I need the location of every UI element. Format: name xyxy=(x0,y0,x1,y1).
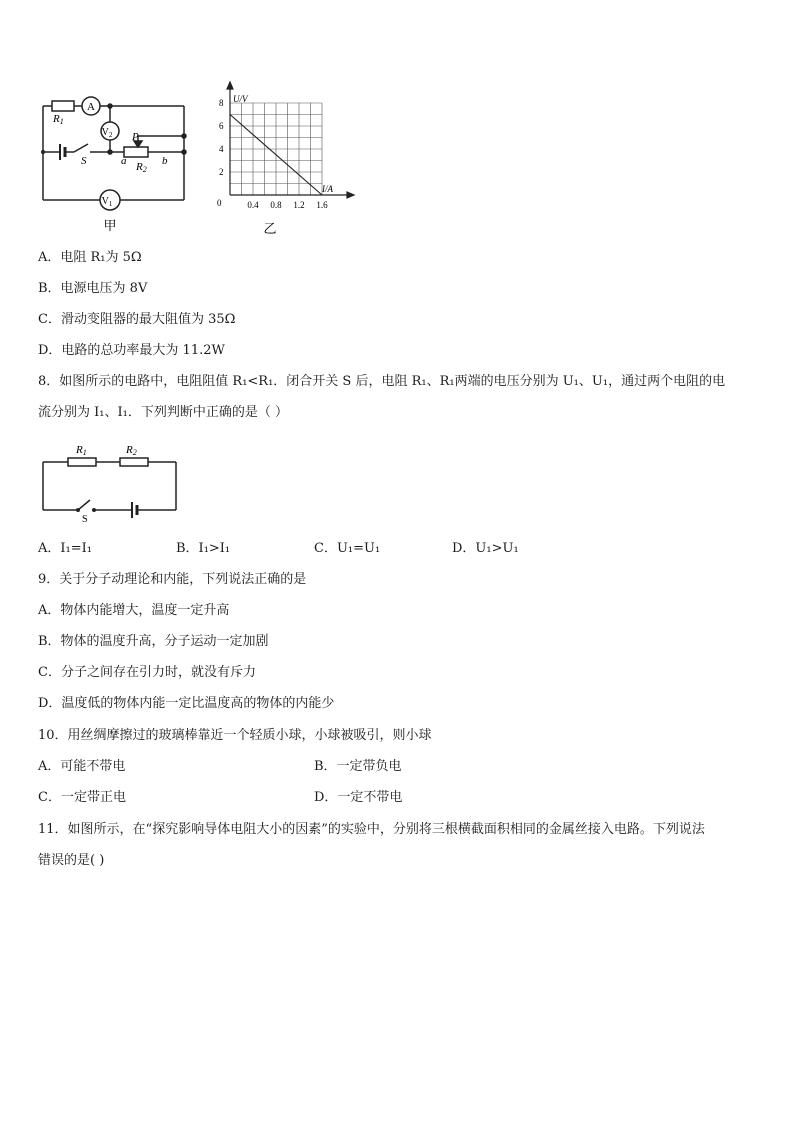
label-v2: $V_2$ xyxy=(101,127,113,139)
caption-jia: 甲 xyxy=(103,218,117,233)
q8-stem-line1: 8．如图所示的电路中，电阻阻值 R₁<R₁．闭合开关 S 后，电阻 R₁、R₁两端的电压分别为 U₁、U₁，通过两个电阻的电 xyxy=(38,374,726,389)
label-p: P xyxy=(132,131,139,143)
q9-option-d[interactable]: D．温度低的物体内能一定比温度高的物体的内能少 xyxy=(38,696,335,711)
y-axis-label: U/V xyxy=(233,94,248,104)
y-tick-label: 6 xyxy=(219,121,224,131)
q7-option-c[interactable]: C．滑动变阻器的最大阻值为 35Ω xyxy=(38,312,236,327)
rheostat-r2 xyxy=(124,147,148,157)
x-axis-label: I/A xyxy=(322,184,333,194)
q10-stem: 10．用丝绸摩擦过的玻璃棒靠近一个轻质小球，小球被吸引，则小球 xyxy=(38,728,432,743)
label-r2: R2 xyxy=(136,161,147,174)
ui-graph-yi xyxy=(200,78,360,238)
label-b: b xyxy=(162,155,168,167)
q7-option-d[interactable]: D．电路的总功率最大为 11.2W xyxy=(38,343,225,358)
label-a: a xyxy=(121,155,127,167)
q8-option-a[interactable]: A．I₁=I₁ xyxy=(38,541,92,556)
q10-option-a[interactable]: A．可能不带电 xyxy=(38,759,126,774)
caption-yi: 乙 xyxy=(263,221,277,236)
resistor-r1 xyxy=(68,458,96,466)
circuit-diagram-q8 xyxy=(38,440,183,525)
x-tick-label: 1.6 xyxy=(316,200,328,210)
origin-label: 0 xyxy=(217,198,222,208)
q9-stem: 9．关于分子动理论和内能，下列说法正确的是 xyxy=(38,572,307,587)
x-tick-label: 1.2 xyxy=(293,200,305,210)
q7-option-b[interactable]: B．电源电压为 8V xyxy=(38,281,148,296)
q8-stem-line2: 流分别为 I₁、I₁．下列判断中正确的是（ ） xyxy=(38,405,288,420)
q11-stem-line2: 错误的是( ) xyxy=(38,853,105,868)
x-tick-label: 0.8 xyxy=(270,200,282,210)
q8-option-d[interactable]: D．U₁>U₁ xyxy=(452,541,519,556)
label-ammeter: A xyxy=(87,101,95,113)
label-v1: $V_1$ xyxy=(101,196,113,208)
resistor-r1 xyxy=(52,101,74,111)
circuit-diagram-jia xyxy=(36,88,196,238)
y-tick-label: 2 xyxy=(219,167,224,177)
x-tick-label: 0.4 xyxy=(247,200,259,210)
label-r1: R1 xyxy=(76,444,87,457)
q9-option-c[interactable]: C．分子之间存在引力时，就没有斥力 xyxy=(38,665,256,680)
q9-option-a[interactable]: A．物体内能增大，温度一定升高 xyxy=(38,603,230,618)
q10-option-c[interactable]: C．一定带正电 xyxy=(38,790,126,805)
resistor-r2 xyxy=(120,458,148,466)
label-r2: R2 xyxy=(126,444,137,457)
label-s: S xyxy=(81,155,87,167)
q9-option-b[interactable]: B．物体的温度升高，分子运动一定加剧 xyxy=(38,634,269,649)
q8-option-b[interactable]: B．I₁>I₁ xyxy=(176,541,231,556)
label-r1: R1 xyxy=(53,113,64,126)
q8-option-c[interactable]: C．U₁=U₁ xyxy=(314,541,381,556)
y-tick-label: 8 xyxy=(219,98,224,108)
q11-stem-line1: 11．如图所示，在“探究影响导体电阻大小的因素”的实验中，分别将三根横截面积相同的金属丝接入电路。下列说法 xyxy=(38,822,705,837)
q10-option-b[interactable]: B．一定带负电 xyxy=(314,759,402,774)
y-tick-label: 4 xyxy=(219,144,224,154)
q7-option-a[interactable]: A．电阻 R₁为 5Ω xyxy=(38,250,142,265)
label-s: S xyxy=(82,514,88,525)
q10-option-d[interactable]: D．一定不带电 xyxy=(314,790,403,805)
